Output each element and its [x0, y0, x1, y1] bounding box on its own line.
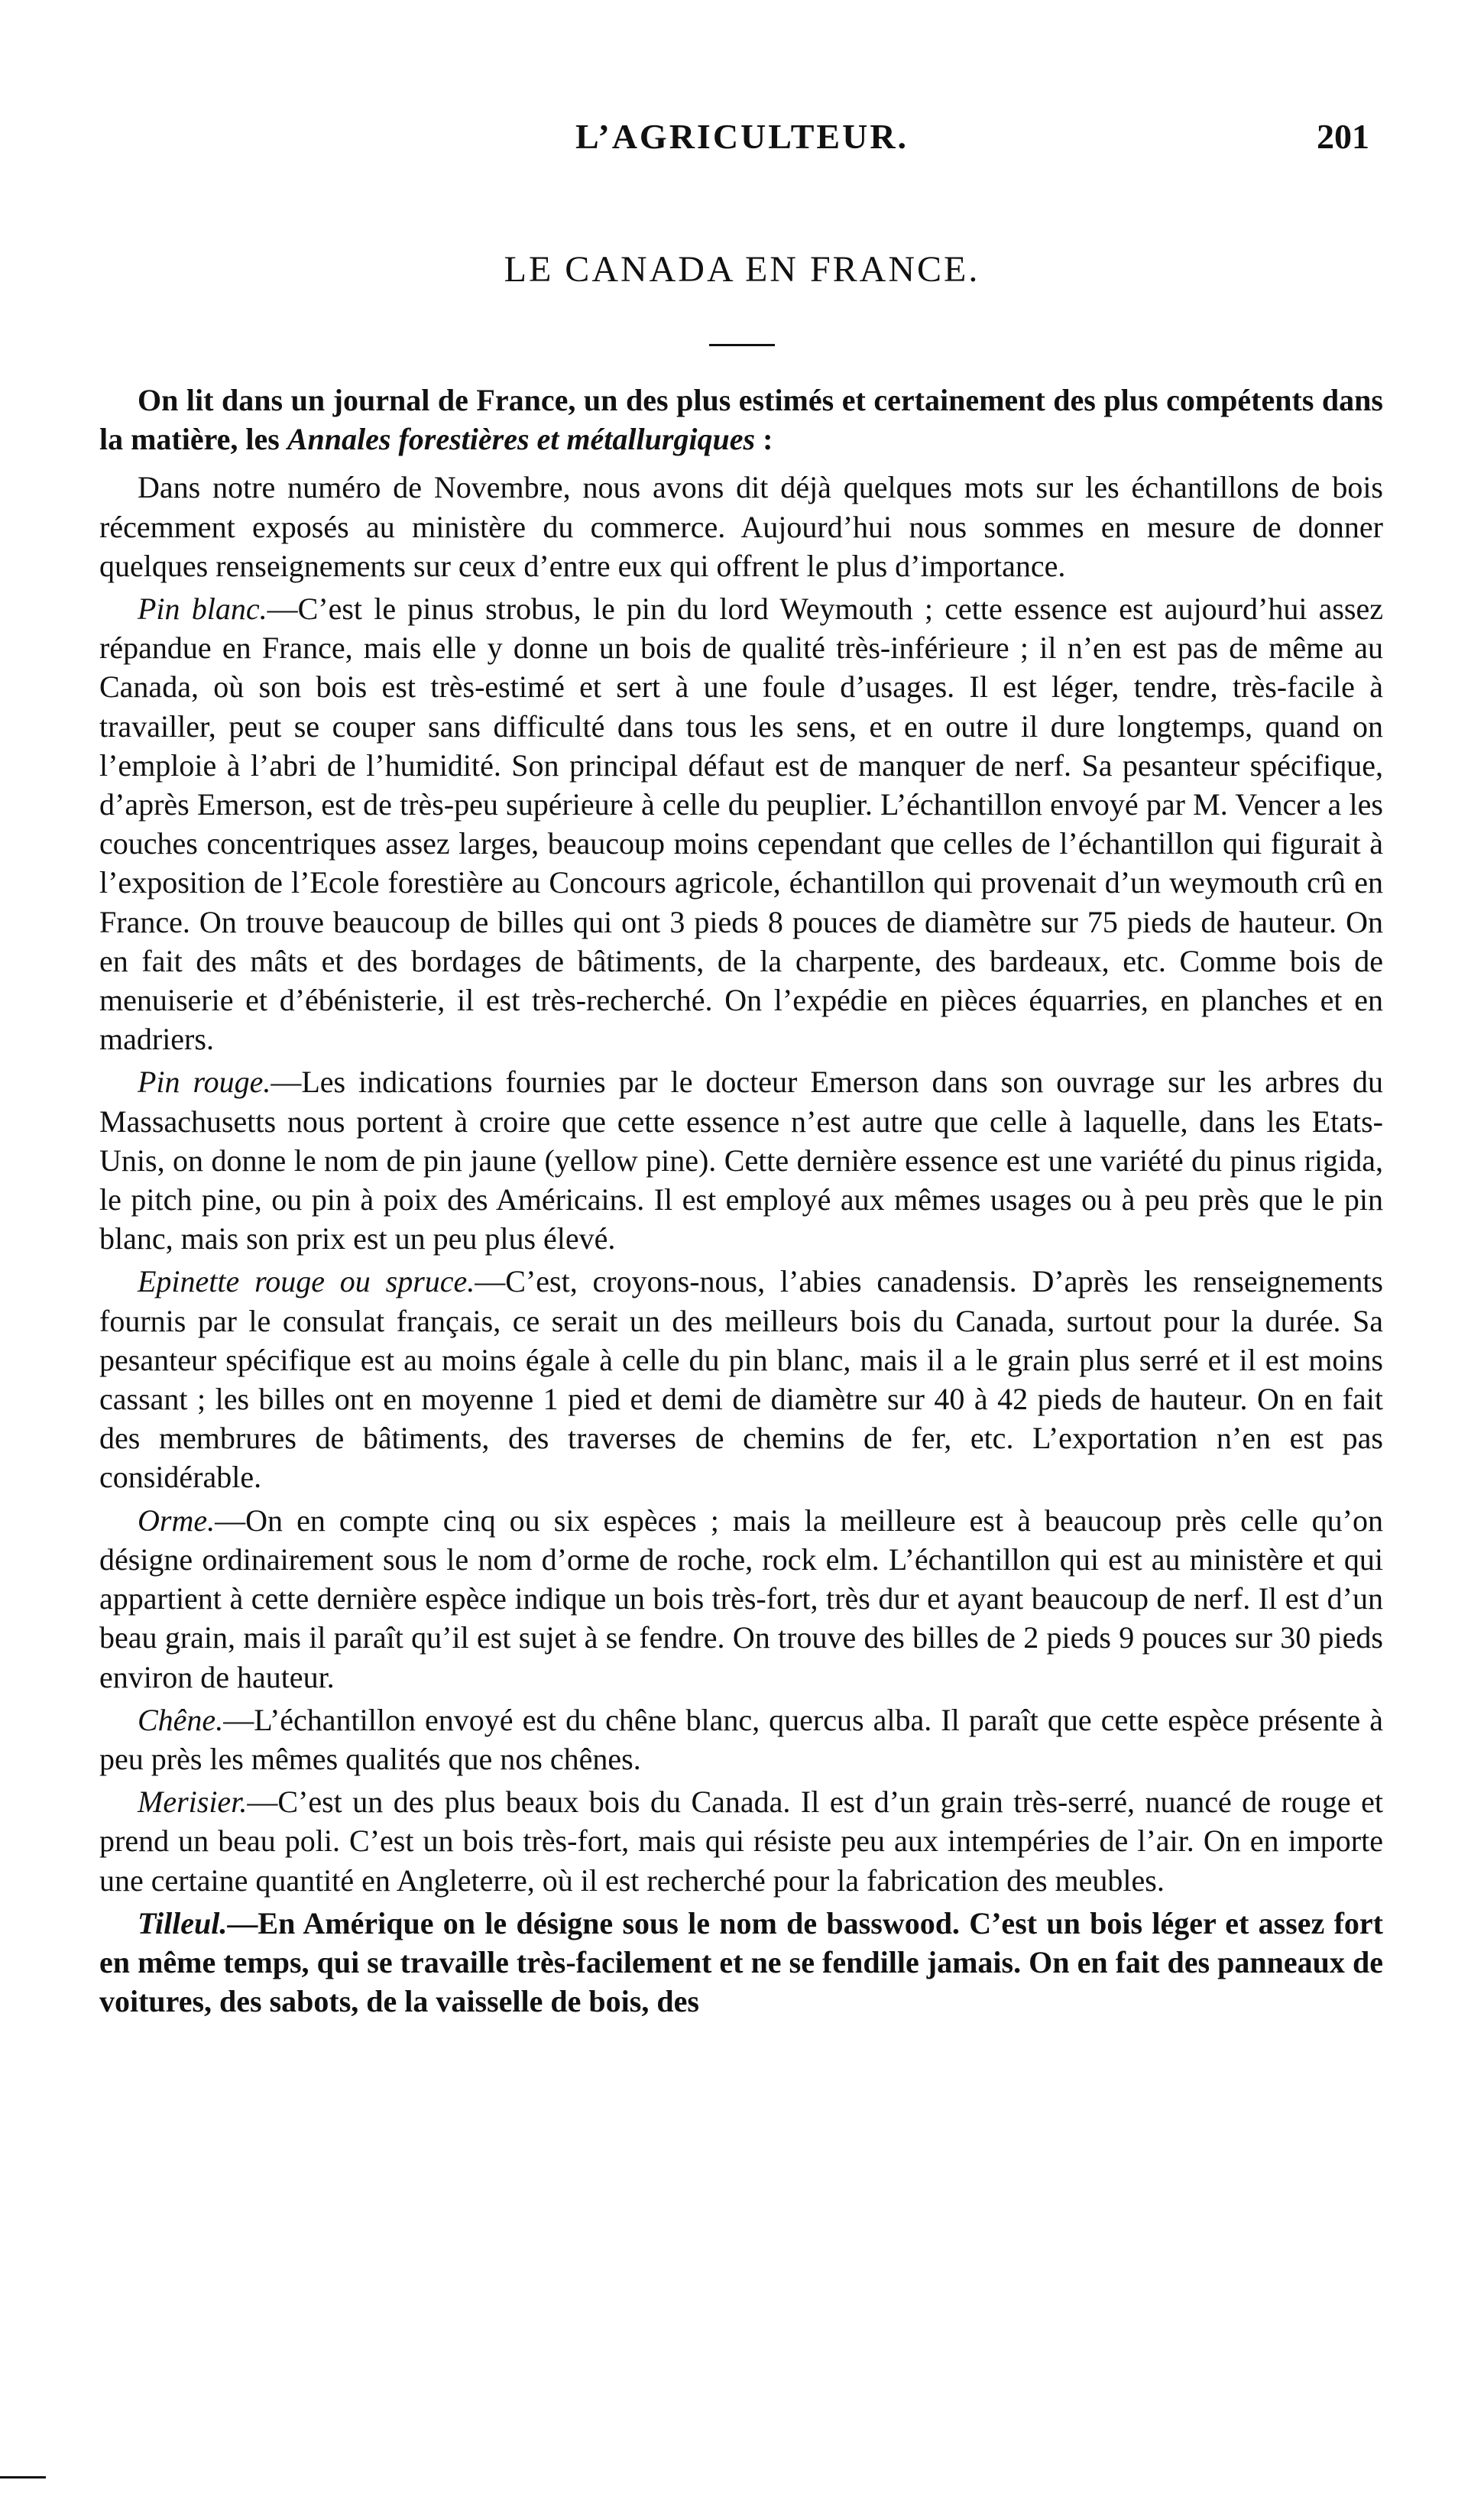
paragraph-heading: Pin blanc. — [138, 592, 267, 627]
paragraph-text: —C’est, croyons-nous, l’abies canadensis. D’après les renseignements fournis par le consulat français, ce serait un des meilleurs bois du Canada, surtout pour la durée. Sa pesanteur spécifique est au moins égale à celle du pin blanc, mais il a le grain plus serré et il est moins cassant ; les billes ont en moyenne 1 pied et demi de diamètre sur 40 à 42 pieds de hauteur. On en fait des membrures de bâtiments, des traverses de chemins de fer, etc. L’exportation n’en est pas considérable. — [99, 1264, 1383, 1495]
paragraph-intro-samples — [99, 468, 1383, 585]
paragraph-heading: Pin rouge. — [138, 1065, 271, 1100]
paragraph-text: —On en compte cinq ou six espèces ; mais la meilleure est à beaucoup près celle qu’on désigne ordinairement sous le nom d’orme de roche, rock elm. L’échantillon qui est au ministère et qui appartient à cette dernière espèce indique un bois très-fort, très dur et ayant beaucoup de nerf. Il est d’un beau grain, mais il paraît qu’il est sujet à se fendre. On trouve des billes de 2 pieds 9 pouces sur 30 pieds environ de hauteur. — [99, 1503, 1383, 1694]
paragraph-heading: Chêne. — [138, 1702, 224, 1737]
intro-text-end: : — [755, 422, 773, 457]
paragraph-text: Dans notre numéro de Novembre, nous avons dit déjà quelques mots sur les échantillons de bois récemment exposés au ministère du commerce. Aujourd’hui nous sommes en mesure de donner quelques renseignements sur ceux d’entre eux qui offrent le plus d’importance. — [99, 470, 1383, 583]
running-title: L’AGRICULTEUR. — [575, 117, 909, 156]
cited-journal-title: Annales forestières et métallurgiques — [287, 422, 756, 457]
paragraph-heading: Epinette rouge ou spruce. — [138, 1264, 475, 1299]
paragraph-text: —C’est un des plus beaux bois du Canada. Il est d’un grain très-serré, nuancé de rouge et prend un beau poli. C’est un bois très-fort, mais qui résiste peu aux intempéries de l’air. On en importe une certaine quantité en Angleterre, où il est recherché pour la fabrication des meubles. — [99, 1785, 1383, 1898]
paragraph-chene — [99, 1700, 1383, 1778]
paragraph-tilleul — [99, 1904, 1383, 2021]
paragraph-orme — [99, 1501, 1383, 1697]
paragraph-pin-blanc — [99, 589, 1383, 1058]
page-number: 201 — [1317, 117, 1369, 156]
paragraph-text: —Les indications fournies par le docteur Emerson dans son ouvrage sur les arbres du Massachusetts nous portent à croire que cette essence n’est autre que celle à laquelle, dans les Etats-Unis, on donne le nom de pin jaune (yellow pine). Cette dernière essence est une variété du pinus rigida, le pitch pine, ou pin à poix des Américains. Il est employé aux mêmes usages ou à peu près que le pin blanc, mais son prix est un peu plus élevé. — [99, 1065, 1383, 1256]
paragraph-heading: Tilleul. — [138, 1905, 228, 1940]
paragraph-text: —L’échantillon envoyé est du chêne blanc, quercus alba. Il paraît que cette espèce présente à peu près les mêmes qualités que nos chênes. — [99, 1702, 1383, 1776]
paragraph-text: —En Amérique on le désigne sous le nom de basswood. C’est un bois léger et assez fort en même temps, qui se travaille très-facilement et ne se fendille jamais. On en fait des panneaux de voitures, des sabots, de la vaisselle de bois, des — [99, 1905, 1383, 2019]
intro-text: On lit dans un journal de France, un des plus estimés et certainement des plus compétents dans la matière, les — [99, 383, 1383, 457]
paragraph-text: —C’est le pinus strobus, le pin du lord Weymouth ; cette essence est aujourd’hui assez répandue en France, mais elle y donne un bois de qualité très-inférieure ; il n’en est pas de même au Canada, où son bois est très-estimé et sert à une foule d’usages. Il est léger, tendre, très-facile à travailler, peut se couper sans difficulté dans tous les sens, et en outre il dure longtemps, quand on l’emploie à l’abri de l’humidité. Son principal défaut est de manquer de nerf. Sa pesanteur spécifique, d’après Emerson, est de très-peu supérieure à celle du peuplier. L’échantillon envoyé par M. Vencer a les couches concentriques assez larges, beaucoup moins cependant que celles de l’échantillon qui figurait à l’exposition de l’Ecole forestière au Concours agricole, échantillon qui provenait d’un weymouth crû en France. On trouve beaucoup de billes qui ont 3 pieds 8 pouces de diamètre sur 75 pieds de hauteur. On en fait des mâts et des bordages de bâtiments, de la charpente, des bardeaux, etc. Comme bois de menuiserie et d’ébénisterie, il est très-recherché. On l’expédie en pièces équarries, en planches et en madriers. — [99, 592, 1383, 1057]
intro-paragraph — [99, 381, 1383, 459]
article-body — [99, 381, 1383, 2025]
title-divider-rule — [709, 344, 775, 346]
running-head — [99, 116, 1385, 162]
paragraph-merisier — [99, 1782, 1383, 1900]
article-title: LE CANADA EN FRANCE. — [504, 249, 980, 290]
paragraph-epinette-rouge — [99, 1262, 1383, 1496]
paragraph-heading: Orme. — [138, 1503, 215, 1538]
page-edge-mark — [0, 2476, 46, 2478]
paragraph-pin-rouge — [99, 1062, 1383, 1258]
paragraph-heading: Merisier. — [138, 1785, 248, 1820]
